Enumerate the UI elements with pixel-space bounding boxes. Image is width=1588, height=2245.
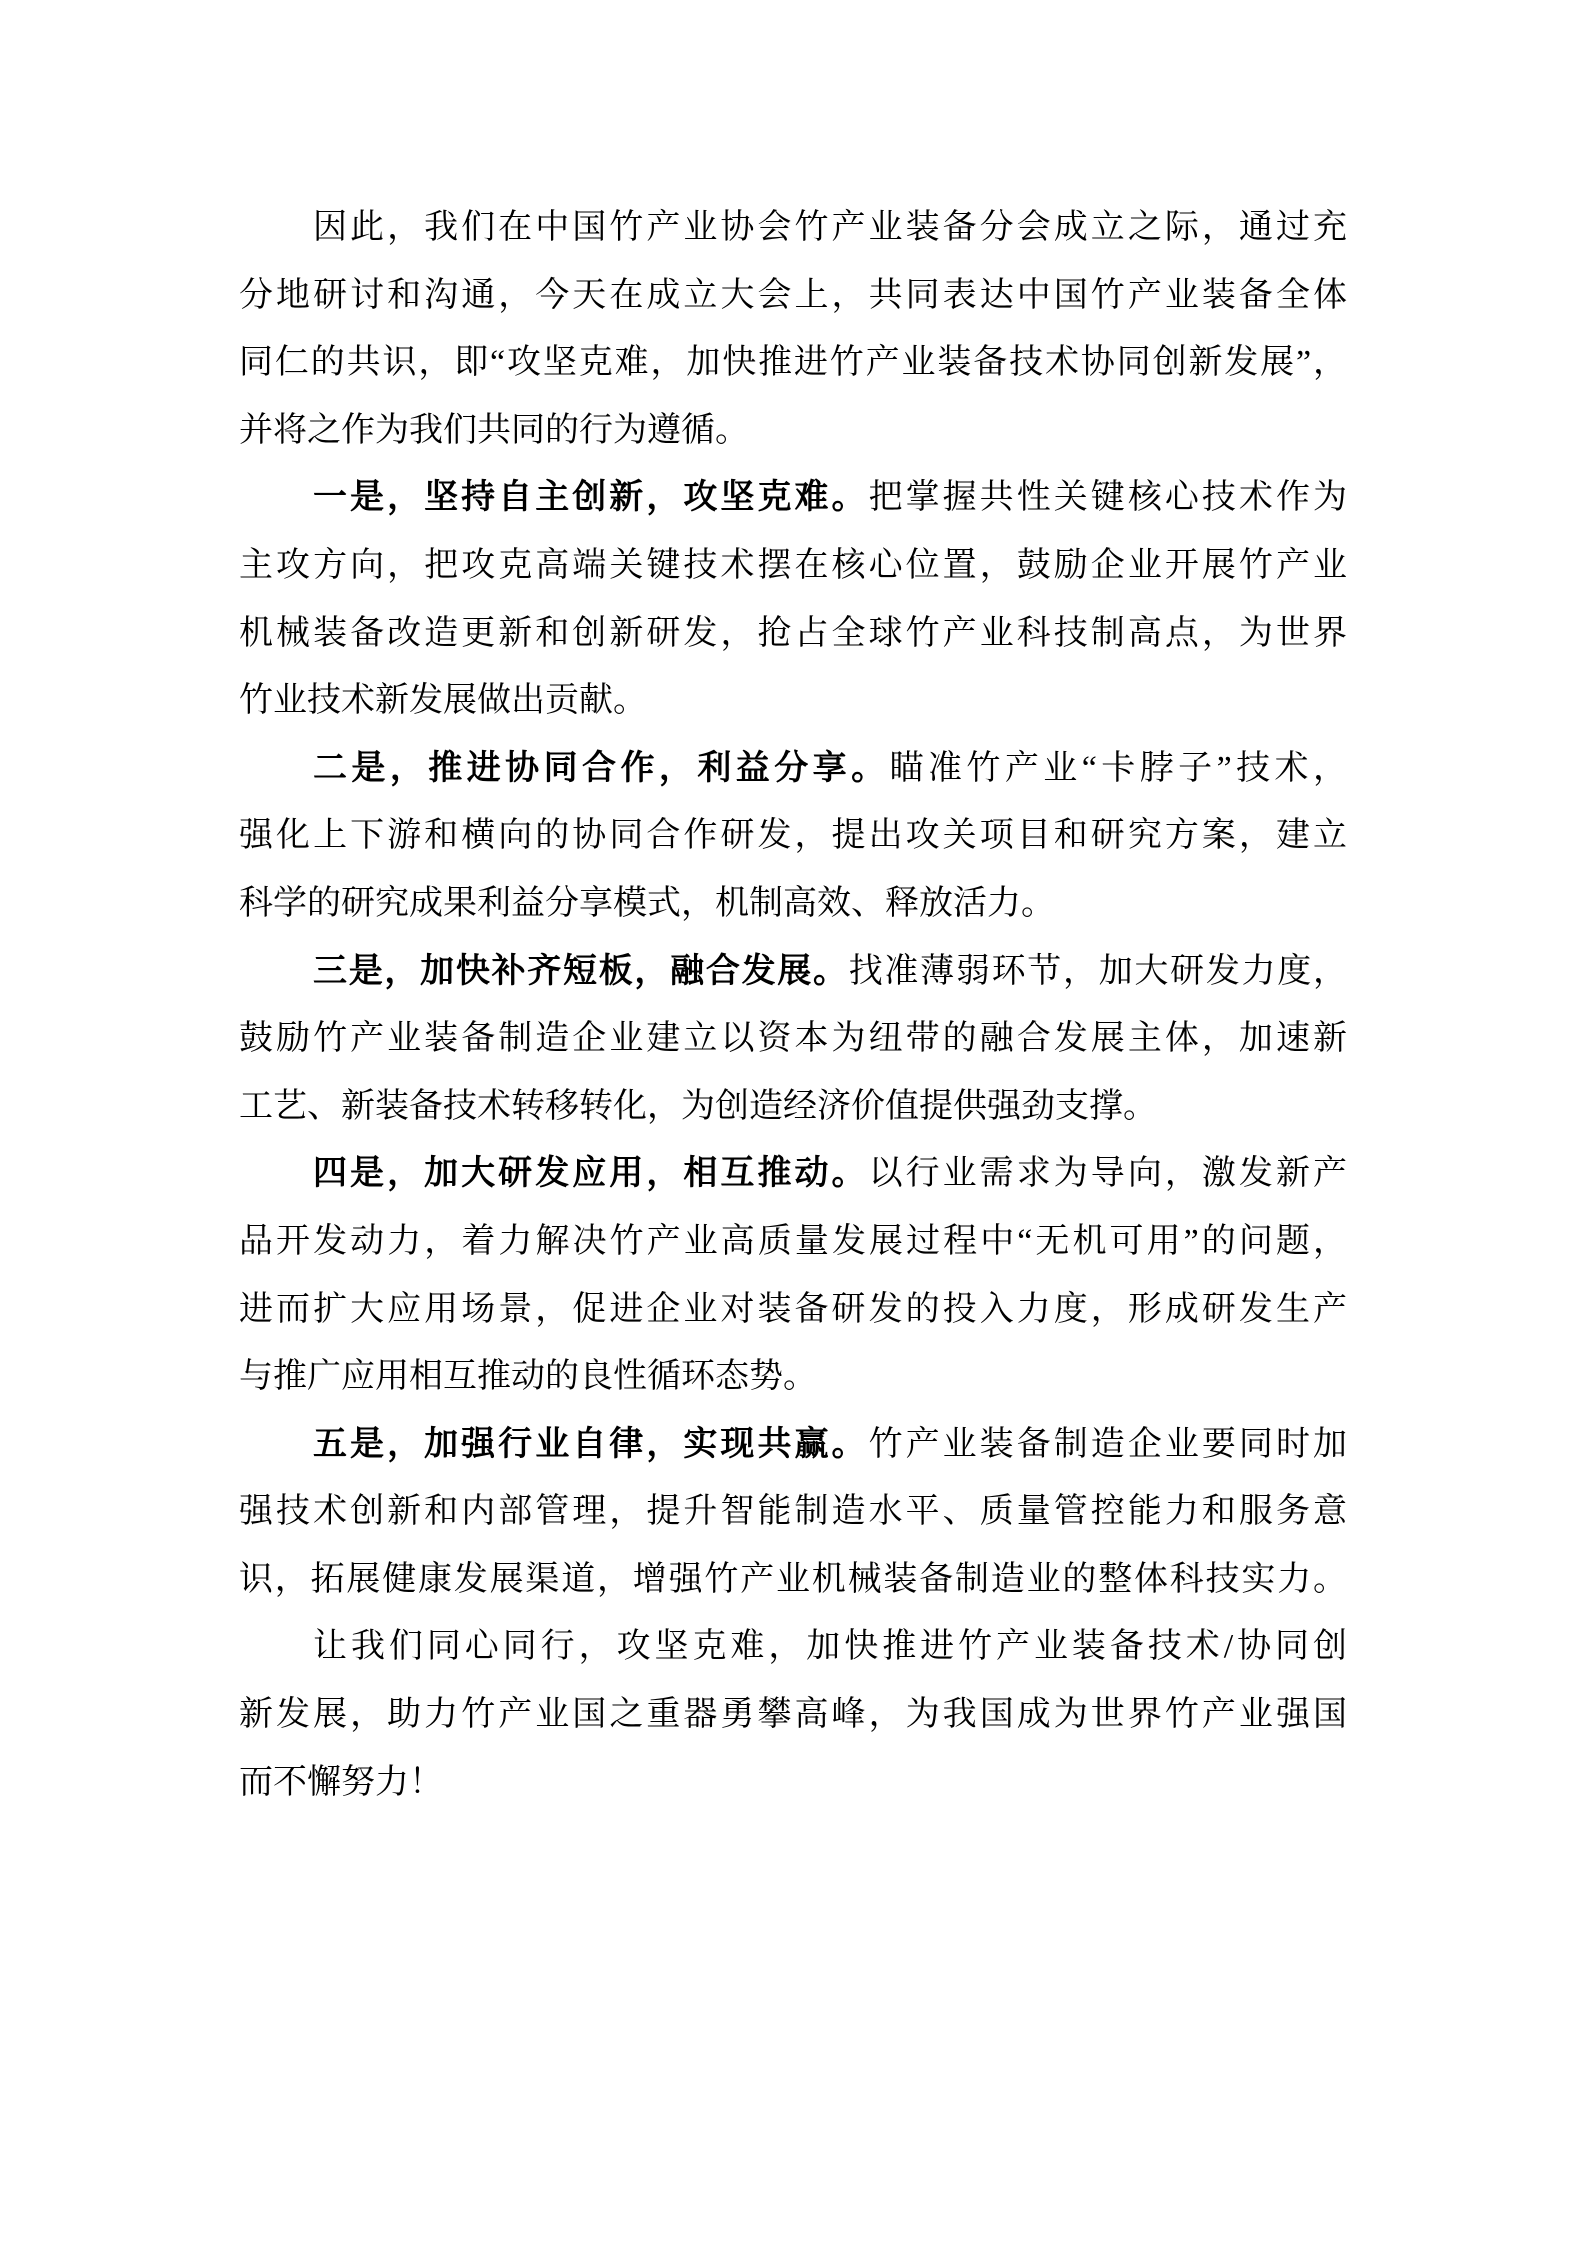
text-run: 工艺、新装备技术转移转化，为创造经济价值提供强劲支撑。 bbox=[239, 1087, 1157, 1125]
text-line bbox=[239, 464, 1347, 532]
paragraph bbox=[239, 938, 1347, 1141]
paragraph bbox=[239, 194, 1347, 464]
paragraph bbox=[239, 735, 1347, 938]
text-run: 与推广应用相互推动的良性循环态势。 bbox=[239, 1358, 817, 1396]
text-run: 因此，我们在中国竹产业协会竹产业装备分会成立之际，通过充 bbox=[313, 209, 1347, 246]
paragraph bbox=[239, 1613, 1347, 1816]
text-run: 分地研讨和沟通，今天在成立大会上，共同表达中国竹产业装备全体 bbox=[239, 276, 1347, 314]
text-line bbox=[239, 194, 1347, 262]
text-run: 找准薄弱环节，加大研发力度， bbox=[848, 952, 1347, 990]
text-line bbox=[239, 1411, 1347, 1479]
text-run: 品开发动力，着力解决竹产业高质量发展过程中“无机可用”的问题， bbox=[239, 1222, 1347, 1260]
paragraph bbox=[239, 1140, 1347, 1410]
text-run: 鼓励竹产业装备制造企业建立以资本为纽带的融合发展主体，加速新 bbox=[239, 1020, 1347, 1058]
text-run: 竹产业装备制造企业要同时加 bbox=[868, 1425, 1347, 1463]
bold-text-run: 一是，坚持自主创新，攻坚克难。 bbox=[313, 479, 869, 517]
text-line bbox=[239, 1140, 1347, 1208]
text-run: 强化上下游和横向的协同合作研发，提出攻关项目和研究方案，建立 bbox=[239, 817, 1347, 855]
text-line bbox=[239, 532, 1347, 600]
text-run: 竹业技术新发展做出贡献。 bbox=[239, 682, 647, 720]
text-line bbox=[239, 1749, 1347, 1817]
text-line bbox=[239, 1681, 1347, 1749]
bold-text-run: 二是，推进协同合作，利益分享。 bbox=[313, 749, 890, 787]
text-line bbox=[239, 1208, 1347, 1276]
paragraph bbox=[239, 1411, 1347, 1614]
text-line bbox=[239, 938, 1347, 1006]
text-line bbox=[239, 600, 1347, 668]
text-run: 识，拓展健康发展渠道，增强竹产业机械装备制造业的整体科技实力。 bbox=[239, 1560, 1347, 1598]
text-run: 把掌握共性关键核心技术作为 bbox=[868, 479, 1347, 517]
text-line bbox=[239, 802, 1347, 870]
text-run: 进而扩大应用场景，促进企业对装备研发的投入力度，形成研发生产 bbox=[239, 1290, 1347, 1328]
text-line bbox=[239, 870, 1347, 938]
bold-text-run: 三是，加快补齐短板，融合发展。 bbox=[313, 952, 849, 990]
text-run: 瞄准竹产业“卡脖子”技术， bbox=[889, 749, 1347, 787]
bold-text-run: 四是，加大研发应用，相互推动。 bbox=[313, 1155, 869, 1193]
bold-text-run: 五是，加强行业自律，实现共赢。 bbox=[313, 1425, 869, 1463]
text-line bbox=[239, 262, 1347, 330]
text-line bbox=[239, 667, 1347, 735]
text-line bbox=[239, 1546, 1347, 1614]
text-line bbox=[239, 1478, 1347, 1546]
text-run: 让我们同心同行，攻坚克难，加快推进竹产业装备技术/协同创 bbox=[313, 1628, 1347, 1666]
text-run: 新发展，助力竹产业国之重器勇攀高峰，为我国成为世界竹产业强国 bbox=[239, 1696, 1347, 1734]
text-run: 强技术创新和内部管理，提升智能制造水平、质量管控能力和服务意 bbox=[239, 1493, 1347, 1531]
text-run: 并将之作为我们共同的行为遵循。 bbox=[239, 411, 749, 449]
text-line bbox=[239, 329, 1347, 397]
paragraph bbox=[239, 464, 1347, 734]
text-line bbox=[239, 735, 1347, 803]
text-run: 以行业需求为导向，激发新产 bbox=[868, 1155, 1347, 1193]
text-line bbox=[239, 1613, 1347, 1681]
text-run: 机械装备改造更新和创新研发，抢占全球竹产业科技制高点，为世界 bbox=[239, 614, 1347, 652]
text-line bbox=[239, 1005, 1347, 1073]
text-line bbox=[239, 397, 1347, 465]
text-run: 科学的研究成果利益分享模式，机制高效、释放活力。 bbox=[239, 884, 1055, 922]
text-line bbox=[239, 1276, 1347, 1344]
text-run: 同仁的共识，即“攻坚克难，加快推进竹产业装备技术协同创新发展”， bbox=[239, 344, 1347, 382]
text-run: 主攻方向，把攻克高端关键技术摆在核心位置，鼓励企业开展竹产业 bbox=[239, 546, 1347, 584]
text-block bbox=[239, 194, 1347, 1816]
text-line bbox=[239, 1343, 1347, 1411]
text-run: 而不懈努力！ bbox=[239, 1763, 443, 1801]
text-line bbox=[239, 1073, 1347, 1141]
